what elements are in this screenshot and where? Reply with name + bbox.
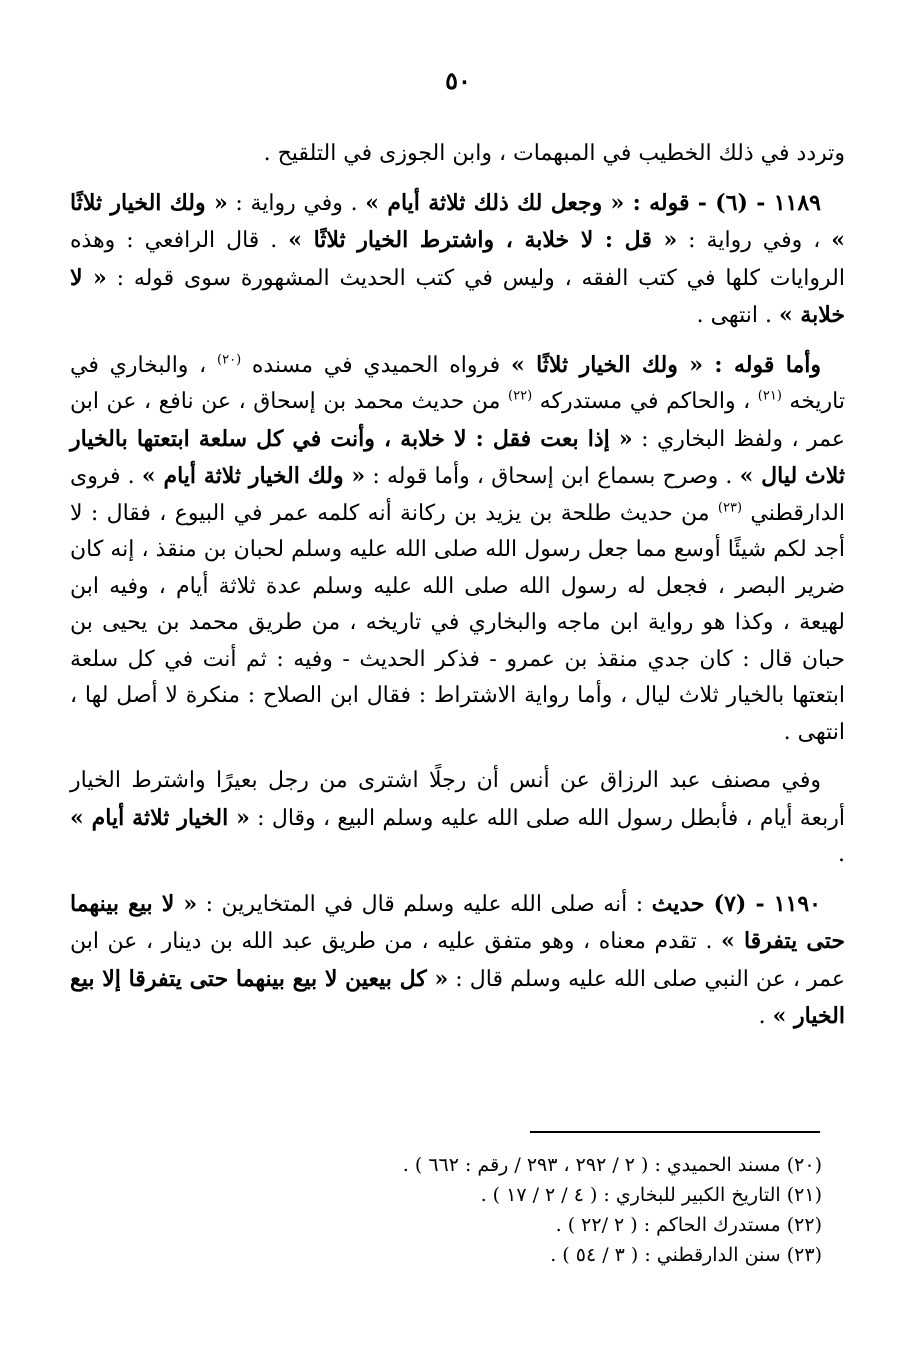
paragraph-1190 — [70, 886, 845, 1036]
text-run: . تقدم معناه ، وهو متفق عليه ، من طريق عبد الله بن دينار ، عن ابن عمر ، عن النبي صلى الله عليه وسلم قال : — [70, 929, 845, 992]
quote: « لا خلابة » — [70, 264, 845, 328]
footnote-22: (٢٢) مستدرك الحاكم : ( ٢ /٢٢ ) . — [555, 1214, 822, 1236]
quote: « الخيار ثلاثة أيام » — [70, 804, 250, 831]
footnote-ref[interactable]: (٢٠) — [217, 352, 242, 368]
text-run: . — [838, 842, 845, 867]
text-run: . — [758, 1004, 773, 1029]
text-run: من حديث محمد بن إسحاق ، عن نافع ، عن ابن عمر ، ولفظ البخاري : — [70, 389, 845, 452]
quote: « إذا بعت فقل : لا خلابة ، وأنت في كل سلعة ابتعتها بالخيار ثلاث ليال » — [70, 425, 845, 489]
text-run: . انتهى . — [696, 303, 779, 328]
quote: « كل بيعين لا بيع بينهما حتى يتفرقا إلا بيع الخيار » — [70, 965, 845, 1029]
quote: « قل : لا خلابة ، واشترط الخيار ثلاثًا » — [288, 227, 678, 253]
footnote-23: (٢٣) سنن الدارقطني : ( ٣ / ٥٤ ) . — [550, 1244, 822, 1266]
text-run: . وصرح بسماع ابن إسحاق ، وأما قوله : — [365, 464, 740, 489]
paragraph-1189 — [70, 185, 845, 335]
main-text — [70, 136, 845, 1048]
text-run: وفي مصنف عبد الرزاق عن أنس أن رجلًا اشترى من رجل بعيرًا واشترط الخيار أربعة أيام ، فأبطل رسول الله صلى الله عليه وسلم البيع ، وقال : — [70, 768, 845, 831]
footnote-20: (٢٠) مسند الحميدي : ( ٢ / ٢٩٢ ، ٢٩٣ / رقم : ٦٦٢ ) . — [402, 1154, 822, 1176]
quote: « ولك الخيار ثلاثة أيام » — [141, 463, 366, 489]
text-run: وتردد في ذلك الخطيب في المبهمات ، وابن الجوزى في التلقيح . — [263, 141, 845, 166]
text-run: : أنه صلى الله عليه وسلم قال في المتخايرين : — [197, 891, 652, 917]
paragraph-commentary — [70, 347, 845, 752]
page-number: ٥٠ — [445, 66, 471, 95]
text-run: من حديث طلحة بن يزيد بن ركانة أنه كلمه عمر في البيوع ، فقال : لا أجد لكم شيئًا أوسع مما جعل رسول الله صلى الله عليه وسلم لحبان بن منقذ ، إنه كان ضرير البصر ، فجعل له رسول الله صلى الله عليه وسلم عدة ثلاثة أيام ، وفيه ابن لهيعة ، وكذا هو رواية ابن ماجه والبخاري في تاريخه ، من طريق محمد بن يحيى بن حبان قال : كان جدي منقذ بن عمرو - فذكر الحديث - وفيه : ثم أنت في كل سلعة ابتعتها بالخيار ثلاث ليال ، وأما رواية الاشتراط : فقال ابن الصلاح : منكرة لا أصل لها ، انتهى . — [70, 500, 845, 745]
footnote-ref[interactable]: (٢٢) — [508, 388, 533, 404]
footnote-21: (٢١) التاريخ الكبير للبخاري : ( ٤ / ٢ / ١٧ ) . — [480, 1184, 822, 1206]
quote: « لا بيع بينهما حتى يتفرقا » — [70, 890, 845, 954]
hadith-heading: ١١٨٩ - (٦) - قوله : « وجعل لك ذلك ثلاثة أيام » — [365, 189, 821, 216]
paragraph-intro — [70, 136, 845, 173]
text-run: ، وفي رواية : — [677, 228, 832, 253]
text-run: ، والحاكم في مستدركه — [532, 389, 758, 414]
text-run: ، والبخاري في تاريخه — [70, 352, 846, 414]
text-run: . وفي رواية : — [227, 190, 366, 216]
hadith-heading: ١١٩٠ - (٧) حديث — [651, 890, 821, 917]
footnote-divider — [530, 1131, 820, 1133]
footnotes — [70, 1150, 822, 1270]
footnote-ref[interactable]: (٢١) — [757, 388, 782, 404]
text-run: . قال الرافعي : وهذه الروايات كلها في كتب الفقه ، وليس في كتب الحديث المشهورة سوى قوله : — [70, 228, 845, 291]
quote: « ولك الخيار ثلاثًا » — [70, 189, 845, 253]
footnote-ref[interactable]: (٢٣) — [717, 500, 743, 516]
text-run: فرواه الحميدي في مسنده — [241, 352, 511, 378]
paragraph-abdulrazzaq — [70, 763, 845, 874]
quote: وأما قوله : « ولك الخيار ثلاثًا » — [510, 351, 821, 378]
text-run: . فروى الدارقطني — [70, 464, 845, 526]
